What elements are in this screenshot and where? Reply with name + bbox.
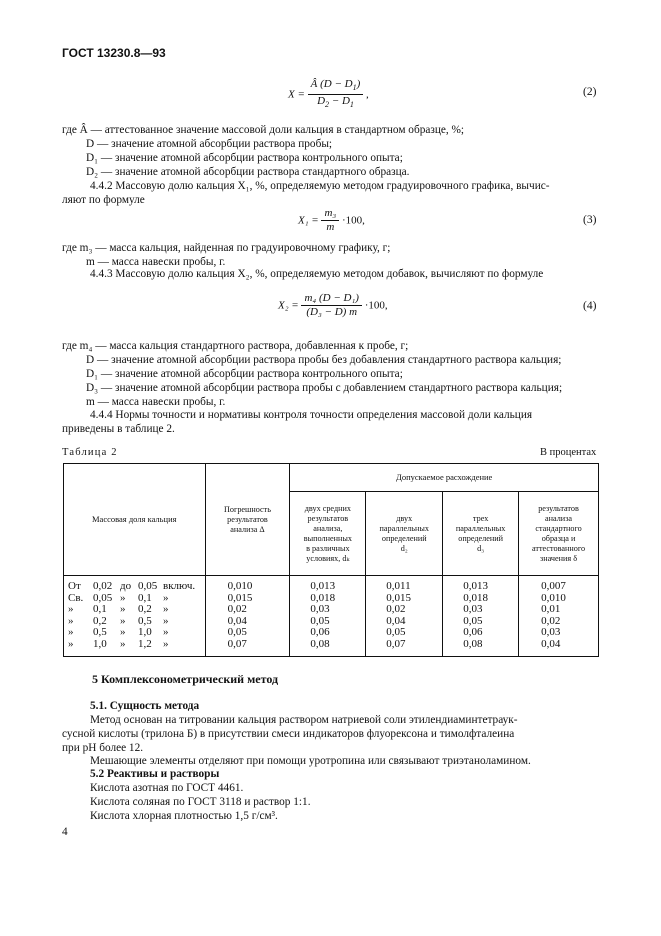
- formula-2: X = $\frac{Â (D - D_1)}{D_2 - D_1}$ ,: [288, 78, 369, 109]
- mass-range-p: »: [68, 638, 74, 650]
- table-value-dk: 0,08: [310, 637, 330, 650]
- s52-line: Кислота хлорная плотностью 1,5 г/см³.: [90, 810, 278, 822]
- header-allowed-discrepancy: Допускаемое расхождение: [290, 464, 599, 492]
- mass-range-b: 1,0: [138, 626, 152, 639]
- table-value-d3: 0,06: [463, 626, 483, 639]
- formula-4-number: (4): [583, 300, 597, 312]
- mass-range-a: 0,05: [93, 591, 113, 604]
- header-d2: двух параллельных определений d₂: [366, 492, 443, 576]
- mass-range-p: »: [68, 603, 74, 616]
- formula-2-number: (2): [583, 86, 597, 98]
- paragraph-442-line2: ляют по формуле: [62, 194, 145, 206]
- mass-range-b: 0,5: [138, 614, 152, 627]
- mass-range-s: »: [163, 626, 169, 639]
- table-value-dk: 0,06: [310, 626, 330, 639]
- table-value-err: 0,02: [227, 603, 247, 616]
- table-value-err: 0,015: [227, 591, 253, 604]
- s51-line: Метод основан на титровании кальция раствором натриевой соли этилендиаминтетраук-: [90, 714, 518, 726]
- table-value-delta: 0,04: [541, 637, 561, 650]
- table-value-err: 0,010: [227, 580, 253, 592]
- mass-range-s: »: [163, 638, 169, 650]
- table-value-dk: 0,03: [310, 603, 330, 616]
- paragraph-442-line1: 4.4.2 Массовую долю кальция X₁, %, определяемую методом градуировочного графика, вычис-: [90, 180, 550, 192]
- col-dk-cell: [290, 576, 366, 657]
- table-value-d3: 0,013: [463, 580, 488, 592]
- mass-range-p: Св.: [68, 591, 84, 604]
- s51-line: при pH более 12.: [62, 742, 144, 754]
- def-line: m — масса навески пробы, г.: [86, 396, 226, 408]
- paragraph-444-line2: приведены в таблице 2.: [62, 423, 175, 435]
- section-5-title: 5 Комплексонометрический метод: [92, 672, 279, 686]
- header-mass-fraction: Массовая доля кальция: [64, 464, 206, 576]
- header-error: Погрешность результатов анализа Δ: [205, 464, 290, 576]
- header-dk: двух средних результатов анализа, выполненных в различных условиях, dₖ: [290, 492, 366, 576]
- def-line: D — значение атомной абсорбции раствора пробы;: [86, 138, 333, 150]
- def-line: D₂ — значение атомной абсорбции раствора стандартного образца.: [86, 166, 410, 178]
- mass-range-a: 0,2: [93, 614, 107, 627]
- table-2: [63, 463, 599, 657]
- table-value-delta: 0,03: [541, 626, 561, 639]
- header-d3: трех параллельных определений d₃: [443, 492, 519, 576]
- mass-range-m: »: [120, 591, 126, 604]
- def-line: D₃ — значение атомной абсорбции раствора пробы с добавлением стандартного раствора кальция;: [86, 382, 563, 394]
- document-header: ГОСТ 13230.8—93: [62, 46, 166, 60]
- s51-line: Мешающие элементы отделяют при помощи уротропина или связывают триэтаноламином.: [90, 755, 531, 767]
- col-delta-cell: [519, 576, 599, 657]
- mass-range-b: 1,2: [138, 638, 152, 650]
- def-line: D₁ — значение атомной абсорбции раствора контрольного опыта;: [86, 152, 403, 164]
- table-value-d3: 0,03: [463, 603, 483, 616]
- table-value-d3: 0,018: [463, 591, 488, 604]
- section-52-title: 5.2 Реактивы и растворы: [90, 768, 220, 780]
- mass-range-m: »: [120, 603, 126, 616]
- section-51-title: 5.1. Сущность метода: [90, 700, 200, 712]
- mass-range-a: 0,1: [93, 603, 107, 616]
- mass-range-b: 0,2: [138, 603, 152, 616]
- paragraph-444-line1: 4.4.4 Нормы точности и нормативы контроля точности определения массовой доли кальция: [90, 409, 533, 421]
- def-line: m — масса навески пробы, г.: [86, 256, 226, 268]
- s52-line: Кислота азотная по ГОСТ 4461.: [90, 782, 244, 794]
- mass-range-p: »: [68, 626, 74, 639]
- table-value-d3: 0,05: [463, 614, 483, 627]
- paragraph-443-line1: 4.4.3 Массовую долю кальция X₂, %, определяемую методом добавок, вычисляют по формуле: [90, 268, 544, 280]
- table-value-d2: 0,04: [386, 614, 406, 627]
- def-line: где m₃ — масса кальция, найденная по градуировочному графику, г;: [62, 242, 391, 254]
- def-line: D₁ — значение атомной абсорбции раствора контрольного опыта;: [86, 368, 403, 380]
- mass-range-m: »: [120, 614, 126, 627]
- mass-range-s: »: [163, 591, 169, 604]
- col-d2-cell: [366, 576, 443, 657]
- table-units: В процентах: [540, 447, 597, 458]
- table-value-d2: 0,05: [386, 626, 406, 639]
- header-delta: результатов анализа стандартного образца и аттестованного значения δ: [519, 492, 599, 576]
- mass-range-m: до: [120, 580, 132, 592]
- table-value-delta: 0,02: [541, 614, 561, 627]
- s52-line: Кислота соляная по ГОСТ 3118 и раствор 1:1.: [90, 796, 311, 808]
- mass-range-b: 0,05: [138, 580, 158, 592]
- page-number: 4: [62, 826, 68, 838]
- table-value-dk: 0,05: [310, 614, 330, 627]
- mass-range-s: включ.: [163, 580, 196, 592]
- table-value-dk: 0,018: [310, 591, 336, 604]
- table-value-err: 0,04: [227, 614, 247, 627]
- mass-range-m: »: [120, 638, 126, 650]
- table-caption: Таблица 2: [62, 447, 118, 458]
- mass-range-a: 0,5: [93, 626, 107, 639]
- mass-range-s: »: [163, 603, 169, 616]
- table-value-d2: 0,07: [386, 637, 406, 650]
- mass-range-m: »: [120, 626, 126, 639]
- formula-2-lhs: X =: [288, 88, 305, 101]
- mass-range-p: »: [68, 614, 74, 627]
- table-value-d2: 0,02: [386, 603, 406, 616]
- mass-range-a: 0,02: [93, 580, 113, 592]
- mass-range-s: »: [163, 614, 169, 627]
- mass-range-p: От: [68, 580, 81, 592]
- table-value-delta: 0,007: [541, 580, 566, 592]
- table-value-d3: 0,08: [463, 637, 483, 650]
- table-value-d2: 0,015: [386, 591, 412, 604]
- table-value-err: 0,05: [227, 626, 247, 639]
- mass-range-b: 0,1: [138, 591, 152, 604]
- formula-3: X₁ = $\frac{\text{m₃}}{m}$ ·100,: [298, 207, 365, 233]
- col-mass-cell: [64, 576, 206, 657]
- def-line: D — значение атомной абсорбции раствора пробы без добавления стандартного раствора кальция;: [86, 354, 562, 366]
- mass-range-a: 1,0: [93, 638, 107, 650]
- s51-line: сусной кислоты (трилона Б) в присутствии смеси индикаторов флуорексона и тимолфталеина: [62, 728, 515, 740]
- table-value-err: 0,07: [227, 637, 247, 650]
- def-line: где m₄ — масса кальция стандартного раствора, добавленная к пробе, г;: [62, 340, 409, 352]
- formula-4: X₂ = $\frac{\text{m₄ (D − D₁)}}{\text{(D₃ − D) m}}$ ·100,: [278, 292, 388, 318]
- formula-3-number: (3): [583, 214, 597, 226]
- col-d3-cell: [443, 576, 519, 657]
- table-value-dk: 0,013: [310, 580, 336, 592]
- table-value-d2: 0,011: [386, 580, 411, 592]
- col-error-cell: [205, 576, 290, 657]
- table-value-delta: 0,01: [541, 603, 561, 616]
- def-line: где Â — аттестованное значение массовой доли кальция в стандартном образце, %;: [62, 124, 465, 136]
- table-value-delta: 0,010: [541, 591, 566, 604]
